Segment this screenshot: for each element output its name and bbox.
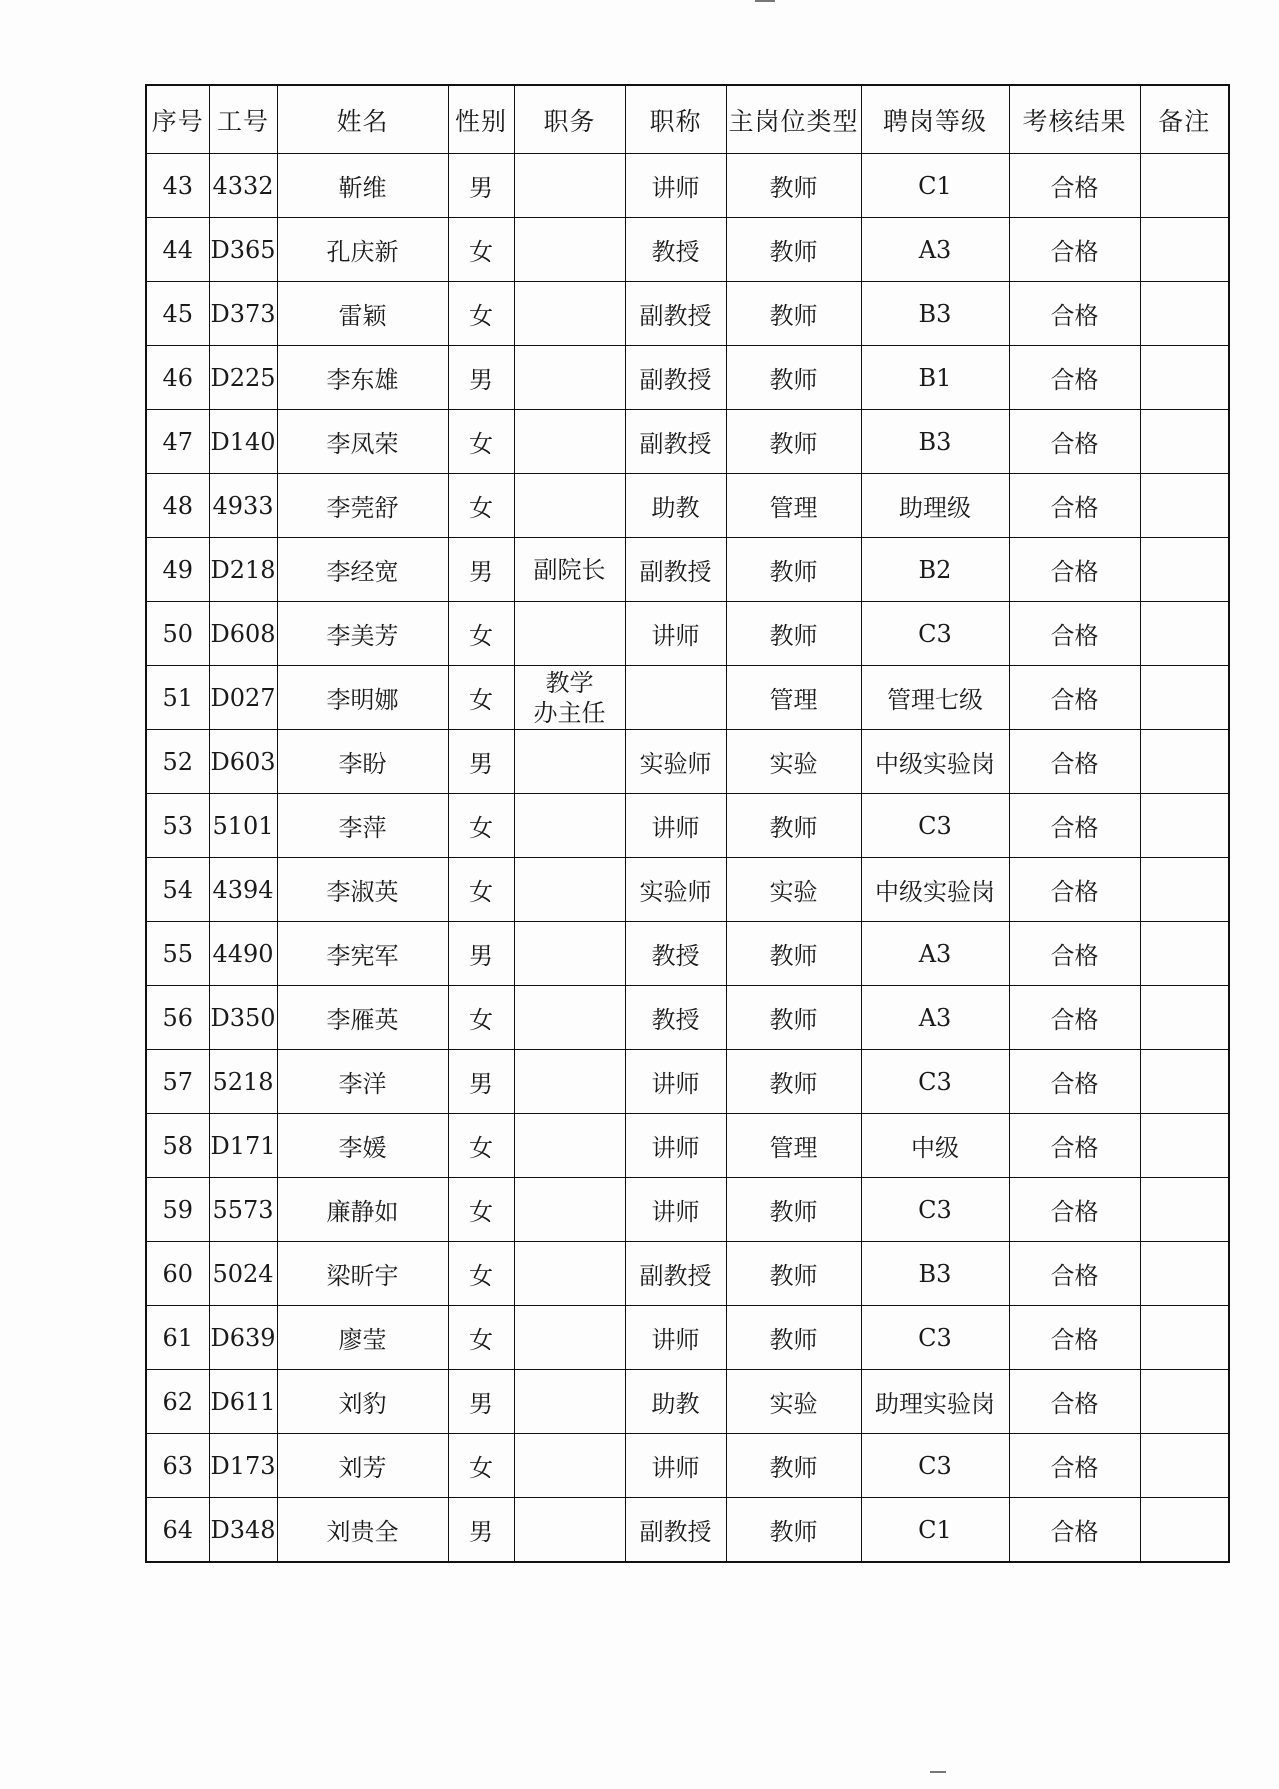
cell-position bbox=[514, 410, 625, 474]
cell-seq: 64 bbox=[146, 1498, 209, 1563]
table-row bbox=[146, 474, 1229, 538]
cell-seq: 62 bbox=[146, 1370, 209, 1434]
cell-result: 合格 bbox=[1009, 346, 1140, 410]
cell-post-type: 管理 bbox=[726, 1114, 861, 1178]
cell-name: 李美芳 bbox=[277, 602, 448, 666]
cell-name: 李凤荣 bbox=[277, 410, 448, 474]
table-row bbox=[146, 1370, 1229, 1434]
cell-remarks bbox=[1140, 794, 1229, 858]
cell-staff-id: D218 bbox=[209, 538, 277, 602]
table-row bbox=[146, 410, 1229, 474]
cell-position bbox=[514, 730, 625, 794]
position-line: 教学 bbox=[545, 668, 594, 697]
header-name: 姓名 bbox=[277, 85, 448, 154]
cell-remarks bbox=[1140, 730, 1229, 794]
cell-post-type: 实验 bbox=[726, 858, 861, 922]
cell-staff-id: D173 bbox=[209, 1434, 277, 1498]
cell-grade: A3 bbox=[861, 986, 1009, 1050]
cell-staff-id: 4332 bbox=[209, 154, 277, 218]
cell-grade: B3 bbox=[861, 410, 1009, 474]
cell-name: 李淑英 bbox=[277, 858, 448, 922]
cell-title: 讲师 bbox=[625, 1050, 726, 1114]
cell-seq: 43 bbox=[146, 154, 209, 218]
cell-post-type: 教师 bbox=[726, 1050, 861, 1114]
cell-staff-id: D373 bbox=[209, 282, 277, 346]
cell-title: 副教授 bbox=[625, 282, 726, 346]
cell-result: 合格 bbox=[1009, 474, 1140, 538]
cell-grade: B3 bbox=[861, 282, 1009, 346]
header-post-type: 主岗位类型 bbox=[726, 85, 861, 154]
cell-remarks bbox=[1140, 986, 1229, 1050]
cell-name: 李明娜 bbox=[277, 666, 448, 730]
cell-name: 雷颖 bbox=[277, 282, 448, 346]
cell-staff-id: D608 bbox=[209, 602, 277, 666]
cell-position bbox=[514, 922, 625, 986]
cell-position bbox=[514, 666, 625, 730]
cell-title: 教授 bbox=[625, 922, 726, 986]
header-result: 考核结果 bbox=[1009, 85, 1140, 154]
cell-seq: 50 bbox=[146, 602, 209, 666]
cell-staff-id: D603 bbox=[209, 730, 277, 794]
cell-remarks bbox=[1140, 602, 1229, 666]
cell-result: 合格 bbox=[1009, 1434, 1140, 1498]
cell-staff-id: D639 bbox=[209, 1306, 277, 1370]
cell-post-type: 教师 bbox=[726, 410, 861, 474]
cell-remarks bbox=[1140, 1050, 1229, 1114]
cell-post-type: 教师 bbox=[726, 282, 861, 346]
cell-post-type: 教师 bbox=[726, 1434, 861, 1498]
cell-name: 刘贵全 bbox=[277, 1498, 448, 1563]
cell-staff-id: D350 bbox=[209, 986, 277, 1050]
cell-post-type: 教师 bbox=[726, 346, 861, 410]
cell-seq: 44 bbox=[146, 218, 209, 282]
table-row bbox=[146, 986, 1229, 1050]
cell-staff-id: 5101 bbox=[209, 794, 277, 858]
cell-result: 合格 bbox=[1009, 1242, 1140, 1306]
cell-grade: B2 bbox=[861, 538, 1009, 602]
cell-remarks bbox=[1140, 410, 1229, 474]
table-row bbox=[146, 1498, 1229, 1563]
cell-grade: C3 bbox=[861, 1050, 1009, 1114]
cell-staff-id: D611 bbox=[209, 1370, 277, 1434]
cell-result: 合格 bbox=[1009, 602, 1140, 666]
cell-position bbox=[514, 1178, 625, 1242]
table-row bbox=[146, 1050, 1229, 1114]
cell-title: 讲师 bbox=[625, 794, 726, 858]
cell-result: 合格 bbox=[1009, 1498, 1140, 1563]
cell-grade: C3 bbox=[861, 1306, 1009, 1370]
cell-remarks bbox=[1140, 858, 1229, 922]
cell-position bbox=[514, 1434, 625, 1498]
cell-grade: C3 bbox=[861, 1434, 1009, 1498]
cell-post-type: 管理 bbox=[726, 666, 861, 730]
cell-seq: 45 bbox=[146, 282, 209, 346]
header-remarks: 备注 bbox=[1140, 85, 1229, 154]
cell-title: 教授 bbox=[625, 986, 726, 1050]
cell-remarks bbox=[1140, 218, 1229, 282]
cell-gender: 女 bbox=[448, 986, 514, 1050]
cell-name: 李媛 bbox=[277, 1114, 448, 1178]
cell-name: 廉静如 bbox=[277, 1178, 448, 1242]
cell-name: 刘豹 bbox=[277, 1370, 448, 1434]
cell-seq: 53 bbox=[146, 794, 209, 858]
cell-seq: 47 bbox=[146, 410, 209, 474]
cell-position bbox=[514, 154, 625, 218]
cell-remarks bbox=[1140, 1498, 1229, 1563]
cell-gender: 男 bbox=[448, 922, 514, 986]
cell-result: 合格 bbox=[1009, 154, 1140, 218]
cell-post-type: 教师 bbox=[726, 794, 861, 858]
cell-remarks bbox=[1140, 666, 1229, 730]
cell-seq: 59 bbox=[146, 1178, 209, 1242]
cell-staff-id: 4490 bbox=[209, 922, 277, 986]
table-row bbox=[146, 1178, 1229, 1242]
cell-seq: 61 bbox=[146, 1306, 209, 1370]
cell-title: 讲师 bbox=[625, 1114, 726, 1178]
cell-staff-id: D225 bbox=[209, 346, 277, 410]
cell-grade: 中级 bbox=[861, 1114, 1009, 1178]
cell-seq: 56 bbox=[146, 986, 209, 1050]
cell-position: 副院长 bbox=[514, 538, 625, 602]
cell-position bbox=[514, 474, 625, 538]
cell-title: 副教授 bbox=[625, 538, 726, 602]
cell-name: 李东雄 bbox=[277, 346, 448, 410]
cell-remarks bbox=[1140, 1114, 1229, 1178]
header-grade: 聘岗等级 bbox=[861, 85, 1009, 154]
table-row bbox=[146, 218, 1229, 282]
cell-post-type: 教师 bbox=[726, 1498, 861, 1563]
cell-gender: 男 bbox=[448, 154, 514, 218]
cell-result: 合格 bbox=[1009, 986, 1140, 1050]
cell-post-type: 实验 bbox=[726, 730, 861, 794]
cell-grade: C3 bbox=[861, 602, 1009, 666]
cell-grade: C1 bbox=[861, 1498, 1009, 1563]
header-position: 职务 bbox=[514, 85, 625, 154]
header-title: 职称 bbox=[625, 85, 726, 154]
cell-gender: 男 bbox=[448, 1498, 514, 1563]
cell-position bbox=[514, 282, 625, 346]
cell-position bbox=[514, 1370, 625, 1434]
cell-post-type: 管理 bbox=[726, 474, 861, 538]
cell-grade: C1 bbox=[861, 154, 1009, 218]
staff-assessment-table bbox=[145, 84, 1230, 1563]
cell-staff-id: D027 bbox=[209, 666, 277, 730]
cell-post-type: 教师 bbox=[726, 538, 861, 602]
cell-title: 副教授 bbox=[625, 1242, 726, 1306]
cell-grade: C3 bbox=[861, 1178, 1009, 1242]
cell-remarks bbox=[1140, 538, 1229, 602]
cell-title bbox=[625, 666, 726, 730]
scan-mark-bottom bbox=[930, 1771, 946, 1773]
cell-result: 合格 bbox=[1009, 1370, 1140, 1434]
cell-title: 副教授 bbox=[625, 346, 726, 410]
cell-position bbox=[514, 986, 625, 1050]
cell-name: 李盼 bbox=[277, 730, 448, 794]
table-row bbox=[146, 282, 1229, 346]
cell-remarks bbox=[1140, 154, 1229, 218]
table-row bbox=[146, 858, 1229, 922]
cell-title: 副教授 bbox=[625, 1498, 726, 1563]
table-row bbox=[146, 346, 1229, 410]
cell-grade: 中级实验岗 bbox=[861, 730, 1009, 794]
header-staff-id: 工号 bbox=[209, 85, 277, 154]
table-row bbox=[146, 1114, 1229, 1178]
cell-title: 讲师 bbox=[625, 1306, 726, 1370]
table-row bbox=[146, 154, 1229, 218]
table-row bbox=[146, 794, 1229, 858]
table-row bbox=[146, 730, 1229, 794]
table-header-row bbox=[146, 85, 1229, 154]
cell-seq: 57 bbox=[146, 1050, 209, 1114]
cell-seq: 48 bbox=[146, 474, 209, 538]
cell-title: 实验师 bbox=[625, 730, 726, 794]
cell-staff-id: 5573 bbox=[209, 1178, 277, 1242]
table-row bbox=[146, 1306, 1229, 1370]
cell-name: 廖莹 bbox=[277, 1306, 448, 1370]
cell-result: 合格 bbox=[1009, 1114, 1140, 1178]
cell-post-type: 教师 bbox=[726, 1306, 861, 1370]
cell-seq: 52 bbox=[146, 730, 209, 794]
position-line: 办主任 bbox=[533, 698, 606, 727]
cell-result: 合格 bbox=[1009, 218, 1140, 282]
cell-title: 副教授 bbox=[625, 410, 726, 474]
cell-name: 靳维 bbox=[277, 154, 448, 218]
cell-post-type: 教师 bbox=[726, 1178, 861, 1242]
cell-gender: 男 bbox=[448, 1050, 514, 1114]
cell-seq: 63 bbox=[146, 1434, 209, 1498]
cell-grade: A3 bbox=[861, 218, 1009, 282]
cell-result: 合格 bbox=[1009, 410, 1140, 474]
cell-name: 李雁英 bbox=[277, 986, 448, 1050]
cell-result: 合格 bbox=[1009, 858, 1140, 922]
cell-gender: 女 bbox=[448, 282, 514, 346]
cell-position bbox=[514, 1242, 625, 1306]
header-gender: 性别 bbox=[448, 85, 514, 154]
table-row bbox=[146, 666, 1229, 730]
cell-remarks bbox=[1140, 1370, 1229, 1434]
table-body bbox=[146, 154, 1229, 1563]
cell-result: 合格 bbox=[1009, 794, 1140, 858]
cell-name: 李洋 bbox=[277, 1050, 448, 1114]
cell-grade: 助理实验岗 bbox=[861, 1370, 1009, 1434]
cell-position bbox=[514, 1114, 625, 1178]
cell-title: 讲师 bbox=[625, 1434, 726, 1498]
cell-name: 李莞舒 bbox=[277, 474, 448, 538]
cell-name: 李萍 bbox=[277, 794, 448, 858]
cell-post-type: 教师 bbox=[726, 154, 861, 218]
cell-result: 合格 bbox=[1009, 282, 1140, 346]
cell-name: 梁昕宇 bbox=[277, 1242, 448, 1306]
cell-staff-id: D365 bbox=[209, 218, 277, 282]
cell-staff-id: D348 bbox=[209, 1498, 277, 1563]
cell-position bbox=[514, 1306, 625, 1370]
cell-post-type: 教师 bbox=[726, 218, 861, 282]
cell-result: 合格 bbox=[1009, 1178, 1140, 1242]
cell-remarks bbox=[1140, 1242, 1229, 1306]
cell-seq: 58 bbox=[146, 1114, 209, 1178]
cell-staff-id: 5024 bbox=[209, 1242, 277, 1306]
cell-gender: 女 bbox=[448, 858, 514, 922]
cell-name: 刘芳 bbox=[277, 1434, 448, 1498]
cell-post-type: 实验 bbox=[726, 1370, 861, 1434]
cell-title: 讲师 bbox=[625, 154, 726, 218]
cell-remarks bbox=[1140, 282, 1229, 346]
cell-gender: 女 bbox=[448, 666, 514, 730]
cell-name: 李宪军 bbox=[277, 922, 448, 986]
cell-staff-id: D171 bbox=[209, 1114, 277, 1178]
cell-result: 合格 bbox=[1009, 538, 1140, 602]
cell-position bbox=[514, 794, 625, 858]
cell-gender: 男 bbox=[448, 346, 514, 410]
cell-gender: 女 bbox=[448, 410, 514, 474]
cell-position bbox=[514, 1050, 625, 1114]
cell-staff-id: D140 bbox=[209, 410, 277, 474]
cell-grade: A3 bbox=[861, 922, 1009, 986]
cell-gender: 女 bbox=[448, 1178, 514, 1242]
cell-grade: 助理级 bbox=[861, 474, 1009, 538]
cell-grade: B3 bbox=[861, 1242, 1009, 1306]
cell-gender: 女 bbox=[448, 1434, 514, 1498]
cell-result: 合格 bbox=[1009, 1050, 1140, 1114]
cell-remarks bbox=[1140, 922, 1229, 986]
cell-position bbox=[514, 602, 625, 666]
table-row bbox=[146, 538, 1229, 602]
cell-remarks bbox=[1140, 346, 1229, 410]
cell-position bbox=[514, 1498, 625, 1563]
cell-gender: 女 bbox=[448, 1242, 514, 1306]
cell-gender: 女 bbox=[448, 602, 514, 666]
cell-title: 讲师 bbox=[625, 602, 726, 666]
cell-seq: 49 bbox=[146, 538, 209, 602]
cell-staff-id: 4933 bbox=[209, 474, 277, 538]
cell-gender: 女 bbox=[448, 794, 514, 858]
table-row bbox=[146, 922, 1229, 986]
cell-result: 合格 bbox=[1009, 730, 1140, 794]
cell-post-type: 教师 bbox=[726, 986, 861, 1050]
cell-staff-id: 5218 bbox=[209, 1050, 277, 1114]
cell-remarks bbox=[1140, 1306, 1229, 1370]
cell-gender: 女 bbox=[448, 1306, 514, 1370]
cell-gender: 女 bbox=[448, 474, 514, 538]
cell-grade: C3 bbox=[861, 794, 1009, 858]
cell-position bbox=[514, 858, 625, 922]
cell-title: 助教 bbox=[625, 474, 726, 538]
cell-name: 李经宽 bbox=[277, 538, 448, 602]
scan-mark-top bbox=[755, 0, 775, 2]
cell-position bbox=[514, 346, 625, 410]
cell-title: 助教 bbox=[625, 1370, 726, 1434]
cell-post-type: 教师 bbox=[726, 1242, 861, 1306]
cell-grade: 管理七级 bbox=[861, 666, 1009, 730]
cell-title: 实验师 bbox=[625, 858, 726, 922]
cell-result: 合格 bbox=[1009, 922, 1140, 986]
cell-grade: 中级实验岗 bbox=[861, 858, 1009, 922]
cell-gender: 男 bbox=[448, 1370, 514, 1434]
cell-seq: 54 bbox=[146, 858, 209, 922]
cell-seq: 55 bbox=[146, 922, 209, 986]
cell-seq: 46 bbox=[146, 346, 209, 410]
cell-seq: 51 bbox=[146, 666, 209, 730]
cell-seq: 60 bbox=[146, 1242, 209, 1306]
cell-title: 讲师 bbox=[625, 1178, 726, 1242]
cell-remarks bbox=[1140, 1434, 1229, 1498]
cell-gender: 男 bbox=[448, 730, 514, 794]
cell-post-type: 教师 bbox=[726, 922, 861, 986]
cell-position bbox=[514, 218, 625, 282]
table-row bbox=[146, 602, 1229, 666]
cell-gender: 女 bbox=[448, 1114, 514, 1178]
cell-title: 教授 bbox=[625, 218, 726, 282]
cell-remarks bbox=[1140, 1178, 1229, 1242]
cell-name: 孔庆新 bbox=[277, 218, 448, 282]
cell-grade: B1 bbox=[861, 346, 1009, 410]
table-row bbox=[146, 1434, 1229, 1498]
cell-gender: 女 bbox=[448, 218, 514, 282]
cell-remarks bbox=[1140, 474, 1229, 538]
cell-result: 合格 bbox=[1009, 666, 1140, 730]
cell-result: 合格 bbox=[1009, 1306, 1140, 1370]
table-row bbox=[146, 1242, 1229, 1306]
cell-post-type: 教师 bbox=[726, 602, 861, 666]
cell-gender: 男 bbox=[448, 538, 514, 602]
cell-staff-id: 4394 bbox=[209, 858, 277, 922]
header-seq: 序号 bbox=[146, 85, 209, 154]
